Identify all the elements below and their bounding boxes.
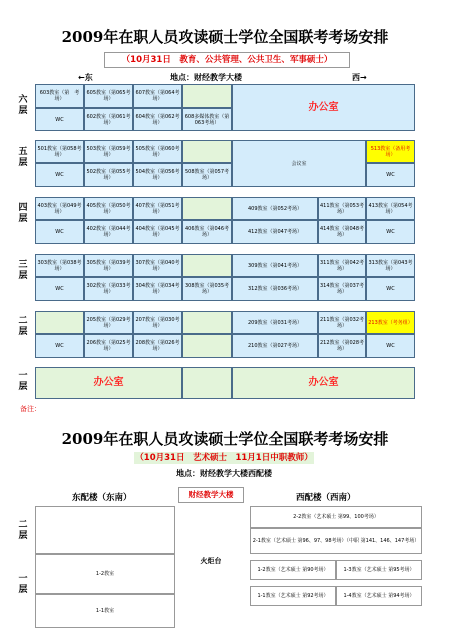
blank-cell [182,197,232,220]
room-312: 312教室（第036考场） [232,277,318,301]
west-wing-header: 西配楼（西南） [296,493,356,503]
room-508: 508教室（第057考场） [182,163,232,187]
wc-floor5-west: WC [366,163,415,187]
meeting-room-floor5: 会议室 [232,140,366,187]
page-title-2: 2009年在职人员攻读硕士学位全国联考考场安排 [61,430,389,448]
blank-cell [182,334,232,358]
room-412: 412教室（第047考场） [232,220,318,244]
room-308: 308教室（第035考场） [182,277,232,301]
east-wing-header: 东配楼（东南） [72,493,132,503]
torch-platform: 火炬台 [180,506,242,616]
wc-floor6: WC [35,108,84,131]
floor-label-5: 五层 [18,147,28,168]
room-411: 411教室（第053考场） [318,197,366,220]
room-607: 607教室（第064考场） [133,84,182,108]
room-405: 405教室（第050考场） [84,197,133,220]
floor-label-1: 一层 [18,371,28,392]
room-402: 402教室（第044考场） [84,220,133,244]
location-label: 地点：财经教学大楼 [170,73,242,82]
center-building-header: 财经教学大楼 [178,487,244,503]
subtitle-bar: （10月31日 教育、公共管理、公共卫生、军事硕士） [104,52,350,68]
wc-floor3-east: WC [35,277,84,301]
room-206: 206教室（第025考场） [84,334,133,358]
room-304: 304教室（第034考场） [133,277,182,301]
office-floor1-east: 办公室 [35,367,182,399]
room-605: 605教室（第065考场） [84,84,133,108]
room-west-2-2: 2-2教室（艺术硕士 第99、100考场） [250,506,422,528]
room-309: 309教室（第041考场） [232,254,318,277]
room-east-1-1: 1-1教室 [35,594,175,628]
note-label: 备注： [20,405,41,413]
room-303: 303教室（第038考场） [35,254,84,277]
room-307: 307教室（第040考场） [133,254,182,277]
floor-label-3: 三层 [18,260,28,281]
blank-cell [35,311,84,334]
wc-floor2-east: WC [35,334,84,358]
room-east-1-2: 1-2教室 [35,554,175,594]
room-305: 305教室（第039考场） [84,254,133,277]
blank-cell [182,84,232,108]
wc-floor2-west: WC [366,334,415,358]
room-602: 602教室（第061考场） [84,108,133,131]
page-title: 2009年在职人员攻读硕士学位全国联考考场安排 [61,28,389,46]
room-210: 210教室（第027考场） [232,334,318,358]
floor-label-1-annex: 一层 [18,574,28,595]
office-floor6: 办公室 [232,84,415,131]
blank-cell [182,140,232,163]
wc-floor4-west: WC [366,220,415,244]
room-503: 503教室（第059考场） [84,140,133,163]
room-413: 413教室（第054考场） [366,197,415,220]
room-314: 314教室（第037考场） [318,277,366,301]
room-403: 403教室（第049考场） [35,197,84,220]
room-213: 213教室（考务组） [366,311,415,334]
room-211: 211教室（第032考场） [318,311,366,334]
room-311: 311教室（第042考场） [318,254,366,277]
room-409: 409教室（第052考场） [232,197,318,220]
room-404: 404教室（第045考场） [133,220,182,244]
direction-east: ←东 [78,73,93,82]
direction-west: 西→ [352,73,367,82]
room-205: 205教室（第029考场） [84,311,133,334]
floor-label-2: 二层 [18,316,28,337]
room-604: 604教室（第062考场） [133,108,182,131]
room-302: 302教室（第033考场） [84,277,133,301]
blank-cell [182,254,232,277]
room-513: 513教室（备用考场） [366,140,415,163]
floor-label-6: 六层 [18,95,28,116]
blank-cell [182,311,232,334]
wc-floor5-east: WC [35,163,84,187]
floor-label-2-annex: 二层 [18,520,28,541]
room-207: 207教室（第030考场） [133,311,182,334]
room-west-1-3: 1-3教室（艺术硕士 第95考场） [336,560,422,580]
wc-floor3-west: WC [366,277,415,301]
room-313: 313教室（第043考场） [366,254,415,277]
room-608: 608多媒体教室（第063考场） [182,108,232,131]
room-504: 504教室（第056考场） [133,163,182,187]
wc-floor4-east: WC [35,220,84,244]
subtitle-bar-2: （10月31日 艺术硕士 11月1日中职教师） [135,453,313,463]
blank-cell [182,367,232,399]
room-west-1-1: 1-1教室（艺术硕士 第92考场） [250,586,336,606]
room-414: 414教室（第048考场） [318,220,366,244]
room-208: 208教室（第026考场） [133,334,182,358]
room-212: 212教室（第028考场） [318,334,366,358]
room-406: 406教室（第046考场） [182,220,232,244]
east-wing-floor2 [35,506,175,554]
room-west-2-1: 2-1教室（艺术硕士 第96、97、98考场）（中职 第141、146、147考场） [250,528,422,554]
location-label-2: 地点：财经教学大楼西配楼 [176,469,272,478]
room-west-1-4: 1-4教室（艺术硕士 第94考场） [336,586,422,606]
office-floor1-west: 办公室 [232,367,415,399]
room-603: 603教室（第 考场） [35,84,84,108]
floor-label-4: 四层 [18,203,28,224]
room-502: 502教室（第055考场） [84,163,133,187]
room-west-1-2: 1-2教室（艺术硕士 第90考场） [250,560,336,580]
room-505: 505教室（第060考场） [133,140,182,163]
room-501: 501教室（第058考场） [35,140,84,163]
room-407: 407教室（第051考场） [133,197,182,220]
room-209: 209教室（第031考场） [232,311,318,334]
